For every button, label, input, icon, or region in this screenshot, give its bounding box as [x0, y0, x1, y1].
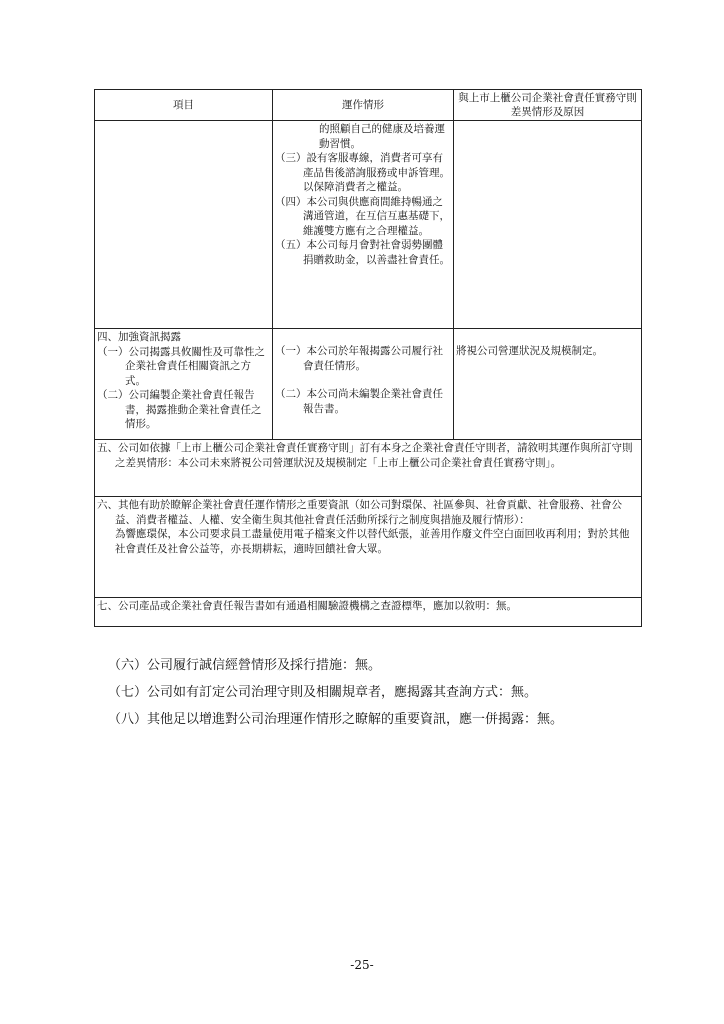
section-seven-text: 七、公司產品或企業社會責任報告書如有通過相關驗證機構之查證標準，應加以敘明：無。: [97, 600, 517, 612]
table-row: [95, 329, 642, 440]
difference-cell: [454, 329, 642, 440]
operation-cell: [273, 121, 454, 329]
item-title: 四、加強資訊揭露: [97, 331, 181, 343]
after-item: （六）公司履行誠信經營情形及採行措施：無。: [108, 658, 382, 673]
after-item: （七）公司如有訂定公司治理守則及相關規章者，應揭露其查詢方式：無。: [108, 685, 538, 700]
full-width-cell: [95, 440, 642, 497]
table-row: [95, 598, 642, 627]
full-width-cell: [95, 598, 642, 627]
csr-table: [94, 89, 642, 627]
section-five-text: 五、公司如依據「上市上櫃公司企業社會責任實務守則」訂有本身之企業社會責任守則者，請敘明其運作與所訂守則之差異情形：本公司未來將視公司營運狀況及規模制定「上市上櫃公司企業社會責任實務守則」。: [97, 442, 633, 469]
item-cell: [95, 329, 273, 440]
operation-item: （三）設有客服專線，消費者可享有產品售後諮詢服務或申訴管理。以保障消費者之權益。: [275, 152, 450, 193]
table-row: [95, 121, 642, 329]
table-row: [95, 497, 642, 598]
page-number: -25-: [350, 958, 374, 972]
difference-text: 將視公司營運狀況及規模制定。: [456, 345, 603, 357]
csr-table-container: [94, 89, 641, 627]
operation-item: （二）本公司尚未編製企業社會責任報告書。: [275, 388, 443, 415]
header-operation: 運作情形: [273, 90, 454, 121]
header-difference: 與上市上櫃公司企業社會責任實務守則差異情形及原因: [454, 90, 642, 121]
table-header-row: [95, 90, 642, 121]
operation-cell: [273, 329, 454, 440]
difference-cell: [454, 121, 642, 329]
operation-item: （一）本公司於年報揭露公司履行社會責任情形。: [275, 345, 443, 372]
operation-item: （五）本公司每月會對社會弱勢團體捐贈救助金，以善盡社會責任。: [275, 239, 450, 266]
operation-item: （四）本公司與供應商間維持暢通之溝通管道，在互信互惠基礎下，維護雙方應有之合理權益。: [275, 195, 450, 237]
table-row: [95, 440, 642, 497]
after-item: （八）其他足以增進對公司治理運作情形之瞭解的重要資訊，應一併揭露：無。: [108, 712, 564, 727]
full-width-cell: [95, 497, 642, 598]
section-six-detail: 為響應環保，本公司要求員工盡量使用電子檔案文件以替代紙張，並善用作廢文件空白面回收再利用；對於其他社會責任及社會公益等，亦長期耕耘，適時回饋社會大眾。: [115, 528, 630, 555]
operation-lead: 的照顧自己的健康及培養運動習慣。: [319, 123, 445, 150]
item-sub: （一）公司揭露具攸關性及可靠性之企業社會責任相關資訊之方式。: [97, 345, 265, 387]
item-sub: （二）公司編製企業社會責任報告書，揭露推動企業社會責任之情形。: [97, 389, 262, 430]
section-six-text: 六、其他有助於瞭解企業社會責任運作情形之重要資訊（如公司對環保、社區參與、社會貢獻、社會服務、社會公益、消費者權益、人權、安全衛生與其他社會責任活動所採行之制度與措施及履行情形）：: [97, 499, 622, 526]
item-cell: [95, 121, 273, 329]
header-item: 項目: [95, 90, 273, 121]
